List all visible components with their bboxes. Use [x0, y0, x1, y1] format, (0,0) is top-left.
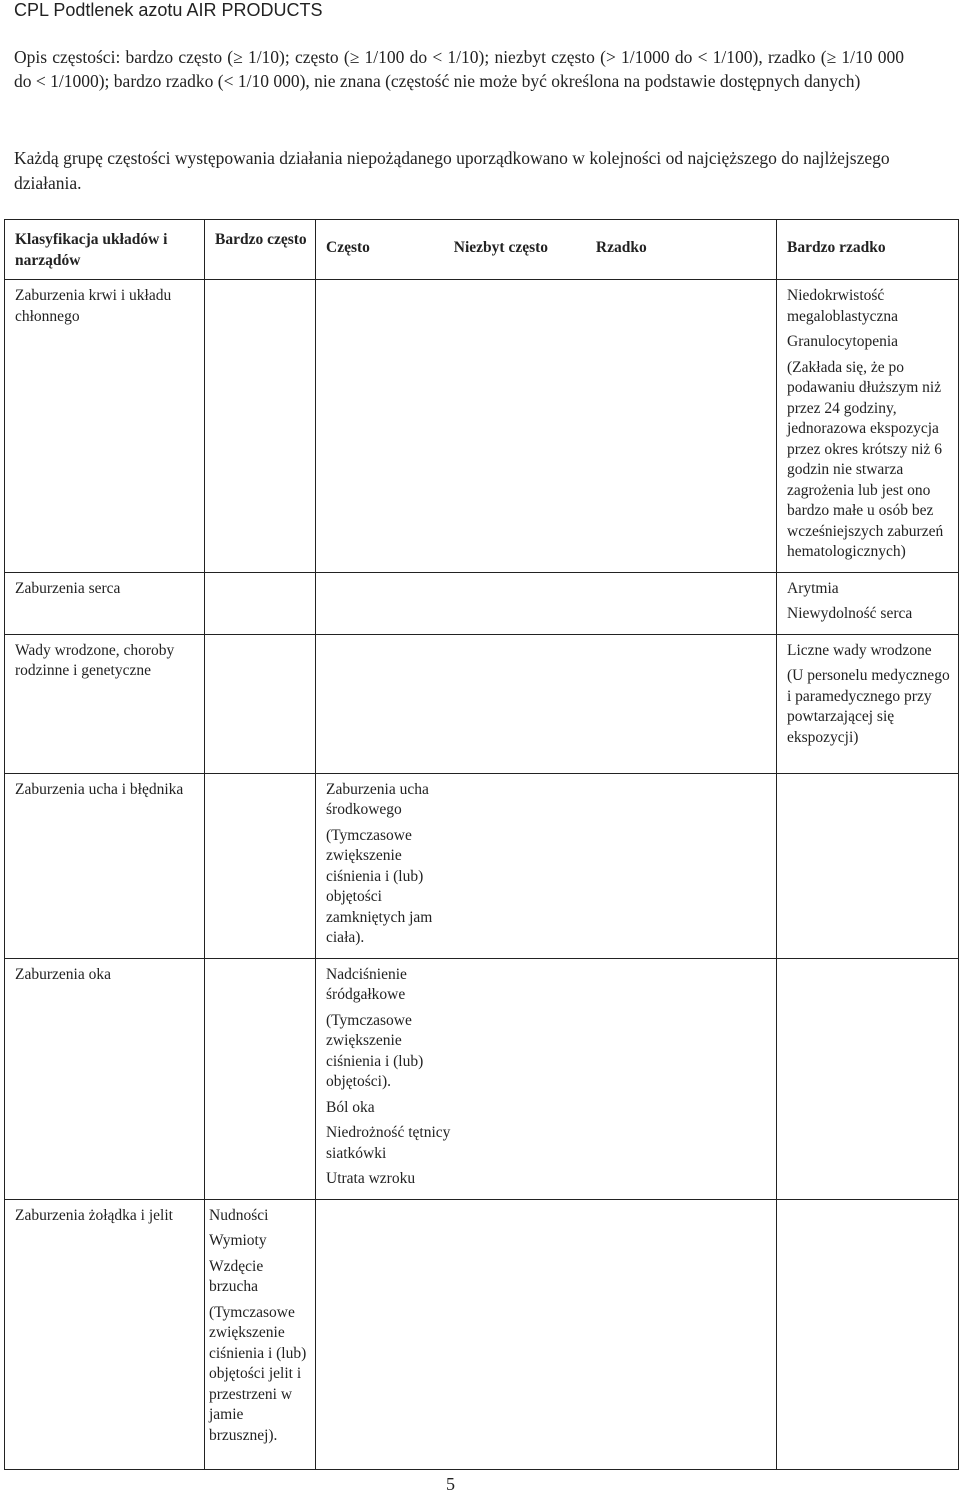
effect-item: Nadciśnienie śródgałkowe: [326, 965, 407, 1003]
table-row: [5, 1199, 959, 1469]
soc-cell: Zaburzenia serca: [15, 579, 121, 597]
effect-item: Niedokrwistość megaloblastyczna: [787, 287, 899, 325]
effect-item: (U personelu medycznego i paramedycznego przy powtarzającej się ekspozycji): [787, 667, 950, 746]
effect-item: Niedrożność tętnicy siatkówki: [326, 1124, 451, 1162]
frequency-description: Opis częstości: bardzo często (≥ 1/10); często (≥ 1/100 do < 1/10); niezbyt często (> 1/1000 do < 1/100), rzadko (≥ 1/10 000 do < 1/1000); bardzo rzadko (< 1/10 000), nie znana (częstość nie może być określona na podstawie dostępnych danych): [14, 47, 904, 91]
very-rare-cell: [777, 280, 958, 572]
soc-cell: Zaburzenia krwi i układu chłonnego: [15, 287, 172, 325]
effect-item: Niewydolność serca: [787, 605, 913, 622]
table-row: [5, 773, 959, 958]
very-rare-cell: [777, 573, 958, 634]
effect-item: Arytmia: [787, 579, 839, 597]
page-number: 5: [446, 1474, 455, 1494]
effect-item: Wymioty: [209, 1232, 267, 1249]
adverse-events-table: [4, 219, 959, 1470]
very-rare-cell: [777, 635, 958, 758]
effect-item: (Zakłada się, że po podawaniu dłuższym niż przez 24 godziny, jednorazowa ekspozycja przez okres krótszy niż 6 godzin nie stwarza zagrożenia lub jest ono bardzo małe u osób bez wcześniejszych zaburzeń hematologicznych): [787, 358, 944, 560]
effect-item: Ból oka: [326, 1098, 375, 1116]
effect-item: (Tymczasowe zwiększenie ciśnienia i (lub) objętości jelit i przestrzeni w jamie brzusznej).: [209, 1303, 307, 1444]
table-row: [5, 280, 959, 573]
very-common-cell: [205, 1200, 315, 1456]
soc-cell: Zaburzenia oka: [15, 965, 111, 983]
header-middle-group: [316, 220, 776, 267]
table-header-row: [5, 220, 959, 280]
soc-cell: Zaburzenia ucha i błędnika: [15, 780, 184, 798]
effect-item: (Tymczasowe zwiększenie ciśnienia i (lub) objętości zamkniętych jam ciała).: [326, 826, 433, 946]
effect-item: (Tymczasowe zwiększenie ciśnienia i (lub) objętości).: [326, 1011, 424, 1090]
header-very-rare: Bardzo rzadko: [787, 239, 886, 256]
header-common: Często: [326, 239, 370, 256]
table-row: [5, 634, 959, 773]
soc-cell: Zaburzenia żołądka i jelit: [15, 1206, 173, 1224]
effect-item: Wzdęcie brzucha: [209, 1257, 264, 1295]
header-rare: Rzadko: [595, 239, 647, 256]
table-row: [5, 572, 959, 634]
ordering-note: Każdą grupę częstości występowania działania niepożądanego uporządkowano w kolejności od najcięższego do najlżejszego działania.: [14, 148, 890, 193]
effect-item: Granulocytopenia: [787, 333, 899, 350]
effect-item: Nudności: [209, 1206, 269, 1224]
soc-cell: Wady wrodzone, choroby rodzinne i genetyczne: [15, 641, 175, 679]
common-cell: [316, 959, 462, 1199]
table-row: [5, 958, 959, 1199]
header-very-common: Bardzo często: [215, 231, 307, 248]
header-title: CPL Podtlenek azotu AIR PRODUCTS: [14, 0, 323, 20]
common-cell: [316, 774, 462, 958]
header-uncommon: Niezbyt często: [453, 239, 549, 256]
effect-item: Utrata wzroku: [326, 1170, 416, 1187]
header-soc: Klasyfikacja układów i narządów: [15, 231, 168, 269]
effect-item: Liczne wady wrodzone: [787, 641, 932, 659]
effect-item: Zaburzenia ucha środkowego: [326, 780, 429, 818]
